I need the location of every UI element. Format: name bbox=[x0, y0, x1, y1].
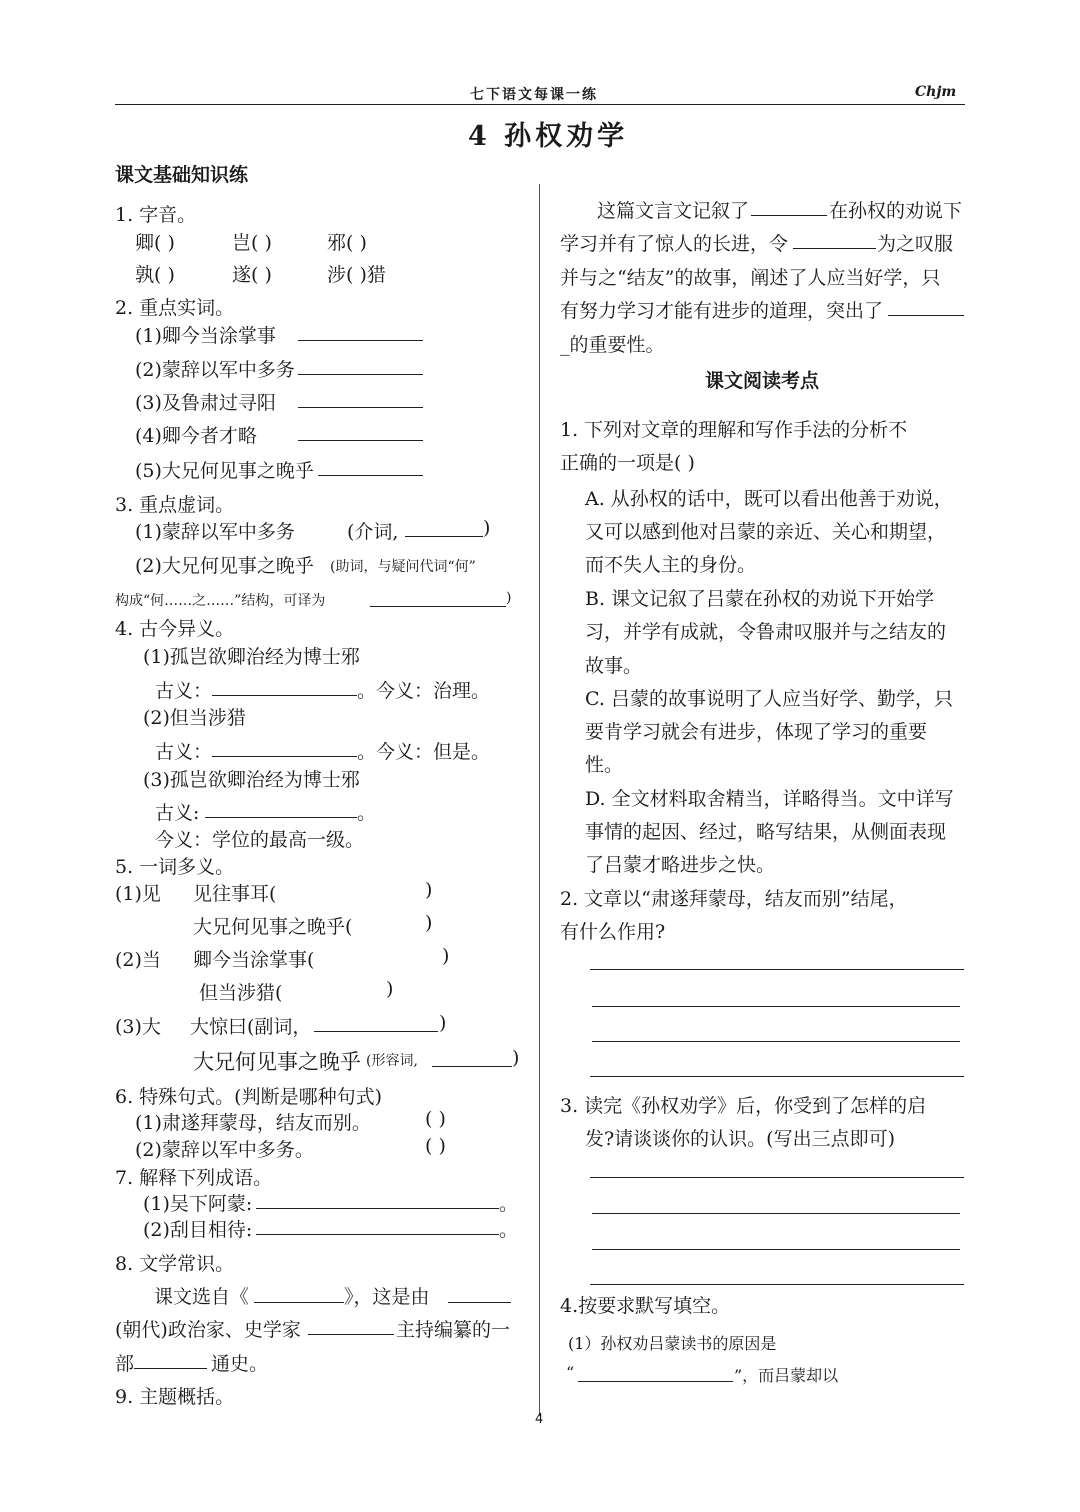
r1-option-a-3: 而不失人主的身份。 bbox=[585, 554, 757, 576]
r3-answer-line-2[interactable] bbox=[592, 1213, 960, 1214]
q1-item-ye: 邪( ) bbox=[327, 232, 367, 254]
section-reading: 课文阅读考点 bbox=[705, 370, 820, 392]
r1-option-b-3: 故事。 bbox=[585, 655, 643, 677]
r3-answer-line-4[interactable] bbox=[590, 1284, 964, 1285]
q2-answer-4[interactable] bbox=[298, 440, 423, 441]
header-title: 七下语文每课一练 bbox=[470, 87, 598, 103]
q5-word-da: (3)大 bbox=[115, 1016, 161, 1038]
q6-item-1: (1)肃遂拜蒙母，结友而别。 bbox=[135, 1112, 371, 1134]
q4-answer-1[interactable] bbox=[212, 695, 357, 696]
q3-item-1: (1)蒙辞以军中多务 bbox=[135, 521, 295, 543]
q4-item-3-end: 。 bbox=[357, 802, 377, 824]
r2-answer-line-3[interactable] bbox=[592, 1041, 960, 1042]
q4-item-1-jin: 。今义：治理。 bbox=[357, 680, 491, 702]
summary-answer-3[interactable] bbox=[888, 315, 964, 316]
q3-item-2: (2)大兄何见事之晚乎 bbox=[135, 555, 314, 577]
q8-answer-dynasty[interactable] bbox=[448, 1302, 511, 1303]
q8-answer-type[interactable] bbox=[134, 1368, 207, 1369]
summary-line1-a: 这篇文言文记叙了 bbox=[597, 200, 750, 222]
q3-item-2-note: (助词，与疑问代词“何” bbox=[330, 559, 476, 575]
r2-answer-line-1[interactable] bbox=[590, 969, 964, 970]
r3-line1: 3. 读完《孙权劝学》后，你受到了怎样的启 bbox=[560, 1095, 927, 1117]
header-rule bbox=[115, 104, 965, 105]
q6-answer-1[interactable]: ( ) bbox=[425, 1108, 446, 1130]
q3-answer-1[interactable] bbox=[405, 536, 483, 537]
q2-item-5: (5)大兄何见事之晚乎 bbox=[135, 460, 314, 482]
r4-item-1: (1）孙权劝吕蒙读书的原因是 bbox=[568, 1334, 777, 1353]
q4-answer-3[interactable] bbox=[205, 817, 357, 818]
summary-line2-a: 学习并有了惊人的长进，令 bbox=[560, 233, 789, 255]
q3-answer-2[interactable] bbox=[370, 606, 506, 607]
r1-line1: 1. 下列对文章的理解和写作手法的分析不 bbox=[560, 419, 908, 441]
q6-item-2: (2)蒙辞以军中多务。 bbox=[135, 1139, 314, 1161]
q2-answer-3[interactable] bbox=[298, 407, 423, 408]
q7-item-2-end: 。 bbox=[499, 1219, 519, 1241]
q7-answer-1[interactable] bbox=[256, 1208, 499, 1209]
q5-dang-a-close: ) bbox=[442, 945, 450, 967]
r4-heading: 4.按要求默写填空。 bbox=[560, 1295, 731, 1317]
q8-line1-a: 课文选自《 bbox=[154, 1286, 250, 1308]
summary-line3: 并与之“结友”的故事，阐述了人应当好学，只 bbox=[560, 267, 941, 289]
q5-jian-a: 见往事耳( bbox=[193, 883, 277, 905]
q5-word-jian: (1)见 bbox=[115, 883, 161, 905]
q6-answer-2[interactable]: ( ) bbox=[425, 1135, 446, 1157]
page-title: 4 孙权劝学 bbox=[468, 121, 629, 152]
q1-item-qing: 卿( ) bbox=[135, 232, 175, 254]
q2-heading: 2. 重点实词。 bbox=[115, 297, 235, 319]
q4-item-1-gu: 古义： bbox=[155, 680, 213, 702]
q3-heading: 3. 重点虚词。 bbox=[115, 494, 235, 516]
r4-open-quote: “ bbox=[566, 1363, 575, 1382]
q6-heading: 6. 特殊句式。(判断是哪种句式) bbox=[115, 1086, 382, 1108]
q4-item-2: (2)但当涉猎 bbox=[143, 707, 246, 729]
q4-item-3: (3)孤岂欲卿治经为博士邪 bbox=[143, 769, 360, 791]
r2-line1: 2. 文章以“肃遂拜蒙母，结友而别”结尾， bbox=[560, 888, 908, 910]
q5-heading: 5. 一词多义。 bbox=[115, 856, 235, 878]
q5-da-b: 大兄何见事之晚乎 bbox=[193, 1050, 361, 1074]
r1-option-b-1[interactable]: B. 课文记叙了吕蒙在孙权的劝说下开始学 bbox=[585, 588, 935, 610]
r1-option-d-2: 事情的起因、经过，略写结果，从侧面表现 bbox=[585, 821, 947, 843]
q2-answer-2[interactable] bbox=[298, 374, 423, 375]
summary-line1-b: 在孙权的劝说下 bbox=[829, 200, 963, 222]
r1-option-c-3: 性。 bbox=[585, 754, 624, 776]
q8-answer-book[interactable] bbox=[254, 1302, 344, 1303]
q7-item-1: (1)吴下阿蒙: bbox=[143, 1193, 253, 1215]
r1-option-d-3: 了吕蒙才略进步之快。 bbox=[585, 854, 776, 876]
q1-item-sui: 遂( ) bbox=[232, 264, 272, 286]
q3-item-1-close: ) bbox=[483, 517, 491, 539]
summary-line4: 有努力学习才能有进步的道理，突出了 bbox=[560, 300, 884, 322]
q8-line2-b: 主持编纂的一 bbox=[396, 1319, 511, 1341]
q3-item-2-cont: 构成“何……之……”结构，可译为 bbox=[115, 593, 326, 609]
q3-item-2-close: ) bbox=[506, 590, 512, 606]
q7-answer-2[interactable] bbox=[256, 1234, 499, 1235]
q2-item-1: (1)卿今当涂掌事 bbox=[135, 325, 276, 347]
q4-item-3-gu: 古义: bbox=[155, 802, 200, 824]
q7-heading: 7. 解释下列成语。 bbox=[115, 1167, 273, 1189]
q8-line3-b: 通史。 bbox=[211, 1353, 269, 1375]
q9-heading: 9. 主题概括。 bbox=[115, 1386, 235, 1408]
r3-line2: 发?请谈谈你的认识。(写出三点即可) bbox=[585, 1128, 896, 1150]
header-author: Chjm bbox=[915, 84, 957, 100]
q8-heading: 8. 文学常识。 bbox=[115, 1253, 235, 1275]
summary-line2-b: 为之叹服 bbox=[877, 233, 954, 255]
r2-line2: 有什么作用? bbox=[560, 921, 666, 943]
q8-answer-author[interactable] bbox=[308, 1334, 394, 1335]
q5-jian-b-close: ) bbox=[425, 912, 433, 934]
q5-answer-da-b[interactable] bbox=[432, 1066, 512, 1067]
r1-option-c-2: 要肯学习就会有进步，体现了学习的重要 bbox=[585, 721, 928, 743]
q5-jian-b: 大兄何见事之晚乎( bbox=[193, 916, 353, 938]
q1-item-shu: 孰( ) bbox=[135, 264, 175, 286]
q7-item-1-end: 。 bbox=[499, 1193, 519, 1215]
r1-option-a-2: 又可以感到他对吕蒙的亲近、关心和期望， bbox=[585, 521, 947, 543]
q4-item-2-gu: 古义： bbox=[155, 741, 213, 763]
q4-item-1: (1)孤岂欲卿治经为博士邪 bbox=[143, 646, 360, 668]
r3-answer-line-1[interactable] bbox=[590, 1177, 964, 1178]
r2-answer-line-4[interactable] bbox=[590, 1076, 964, 1077]
q2-item-2: (2)蒙辞以军中多务 bbox=[135, 359, 295, 381]
q5-da-a: 大惊曰(副词， bbox=[190, 1016, 312, 1038]
q2-item-3: (3)及鲁肃过寻阳 bbox=[135, 392, 276, 414]
q4-item-3-jin: 今义：学位的最高一级。 bbox=[155, 829, 365, 851]
column-divider bbox=[539, 184, 540, 1416]
q2-item-4: (4)卿今者才略 bbox=[135, 425, 257, 447]
q5-dang-a: 卿今当涂掌事( bbox=[193, 949, 315, 971]
r3-answer-line-3[interactable] bbox=[592, 1249, 960, 1250]
q2-answer-1[interactable] bbox=[298, 340, 423, 341]
q2-answer-5[interactable] bbox=[318, 475, 423, 476]
q1-item-she: 涉( )猎 bbox=[327, 264, 386, 286]
r1-option-c-1[interactable]: C. 吕蒙的故事说明了人应当好学、勤学，只 bbox=[585, 688, 953, 710]
q5-dang-b-close: ) bbox=[386, 978, 394, 1000]
summary-answer-1[interactable] bbox=[751, 215, 827, 216]
q1-item-qi: 岂( ) bbox=[232, 232, 272, 254]
r4-close-quote: ”，而吕蒙却以 bbox=[734, 1366, 839, 1385]
q5-da-a-close: ) bbox=[439, 1012, 447, 1034]
r1-option-d-1[interactable]: D. 全文材料取舍精当，详略得当。文中详写 bbox=[585, 788, 954, 810]
q1-heading: 1. 字音。 bbox=[115, 204, 197, 226]
q5-answer-da-a[interactable] bbox=[314, 1031, 438, 1032]
q4-item-2-jin: 。今义：但是。 bbox=[357, 741, 491, 763]
summary-answer-2[interactable] bbox=[793, 248, 876, 249]
page-number: 4 bbox=[535, 1412, 544, 1427]
q3-item-1-note: (介词, bbox=[347, 521, 399, 543]
q5-da-b-note: (形容词, bbox=[366, 1053, 418, 1069]
q7-item-2: (2)刮目相待: bbox=[143, 1219, 253, 1241]
q8-line3-a: 部 bbox=[115, 1353, 135, 1375]
q5-da-b-close: ) bbox=[512, 1047, 520, 1069]
q5-word-dang: (2)当 bbox=[115, 949, 161, 971]
r1-line2: 正确的一项是( ) bbox=[560, 452, 695, 474]
q5-dang-b: 但当涉猎( bbox=[199, 982, 283, 1004]
q8-line2-a: (朝代)政治家、史学家 bbox=[115, 1319, 301, 1341]
r4-answer-1[interactable] bbox=[578, 1381, 733, 1382]
q4-answer-2[interactable] bbox=[212, 756, 357, 757]
r1-option-a-1[interactable]: A. 从孙权的话中，既可以看出他善于劝说， bbox=[585, 488, 953, 510]
r2-answer-line-2[interactable] bbox=[592, 1006, 960, 1007]
q8-line1-b: 》，这是由 bbox=[344, 1286, 430, 1308]
r1-option-b-2: 习，并学有成就，令鲁肃叹服并与之结友的 bbox=[585, 621, 947, 643]
q5-jian-a-close: ) bbox=[425, 879, 433, 901]
section-basic-knowledge: 课文基础知识练 bbox=[115, 164, 249, 186]
q4-heading: 4. 古今异义。 bbox=[115, 618, 235, 640]
summary-line5: _的重要性。 bbox=[560, 334, 665, 356]
